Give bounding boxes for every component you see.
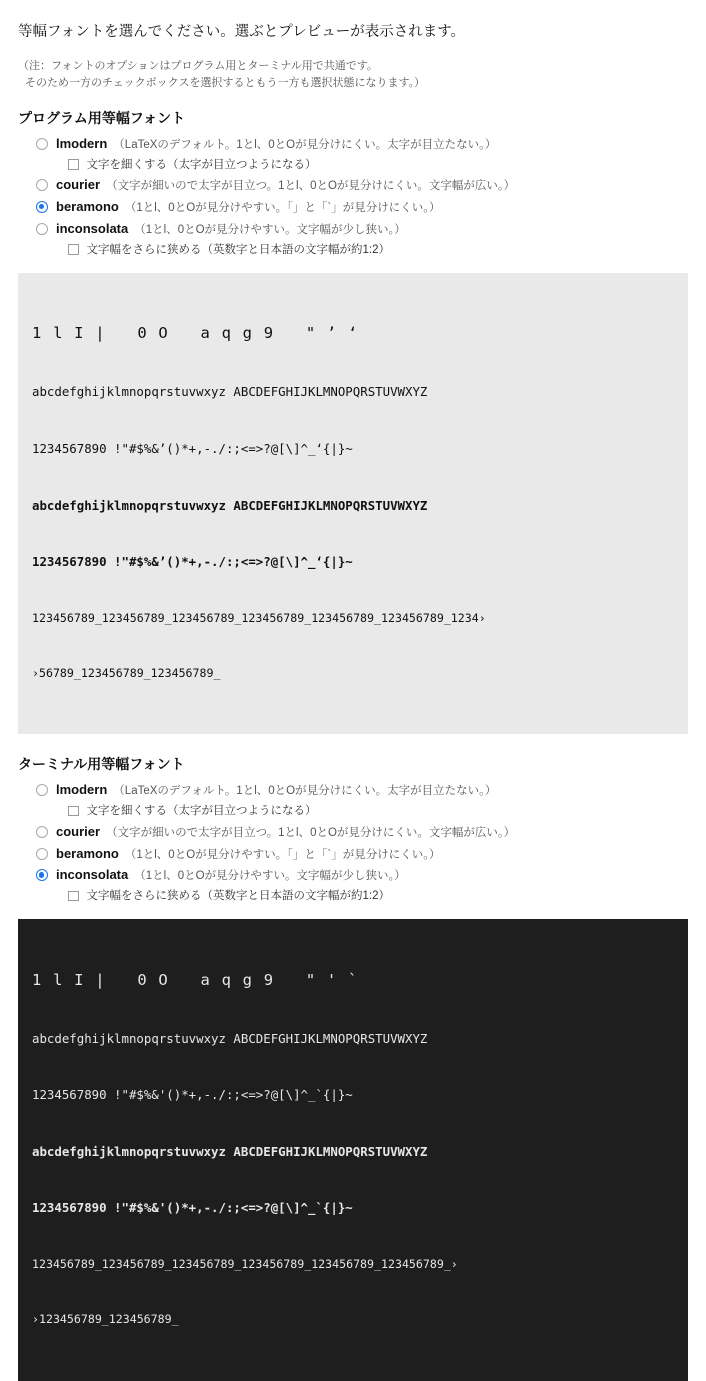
- radio-icon[interactable]: [36, 201, 48, 213]
- section-title-program: プログラム用等幅フォント: [18, 109, 186, 126]
- checkbox-icon[interactable]: [68, 159, 79, 170]
- checkbox-option-narrow-terminal[interactable]: [68, 888, 688, 905]
- option-description: （LaTeXのデフォルト。1とl、0とOが見分けにくい。太字が目立たない。）: [113, 785, 497, 798]
- preview-line: 1234567890 !"#$%&’()*+,-./:;<=>?@[\]^_‘{|}~: [32, 554, 353, 570]
- radio-option-courier-terminal[interactable]: [36, 823, 688, 842]
- preview-line: 123456789_123456789_123456789_123456789_123456789_123456789_›: [32, 1256, 458, 1271]
- checkbox-option-narrow-program[interactable]: [68, 242, 688, 259]
- checkbox-icon[interactable]: [68, 244, 79, 255]
- preview-line: 1 l I | 0 O a q g 9 " ’ ‘: [32, 324, 359, 343]
- option-description: （LaTeXのデフォルト。1とl、0とOが見分けにくい。太字が目立たない。）: [113, 138, 497, 151]
- page-intro: 等幅フォントを選んでください。選ぶとプレビューが表示されます。: [18, 24, 466, 40]
- option-description: （1とl、0とOが見分けやすい。文字幅が少し狭い。）: [134, 224, 406, 237]
- option-label: beramono: [56, 199, 119, 215]
- checkbox-label: 文字幅をさらに狭める（英数字と日本語の文字幅が約1:2）: [86, 890, 390, 903]
- preview-line: abcdefghijklmnopqrstuvwxyz ABCDEFGHIJKLMNOPQRSTUVWXYZ: [32, 1143, 428, 1159]
- checkbox-label: 文字を細くする（太字が目立つようになる）: [86, 158, 317, 171]
- radio-option-beramono-terminal[interactable]: [36, 845, 688, 864]
- preview-line: abcdefghijklmnopqrstuvwxyz ABCDEFGHIJKLMNOPQRSTUVWXYZ: [32, 497, 428, 513]
- preview-line: 1234567890 !"#$%&'()*+,-./:;<=>?@[\]^_`{|}~: [32, 1087, 353, 1103]
- radio-option-beramono-program[interactable]: [36, 198, 688, 217]
- option-label: inconsolata: [56, 867, 129, 883]
- preview-line: 1234567890 !"#$%&'()*+,-./:;<=>?@[\]^_`{|}~: [32, 1200, 353, 1216]
- option-description: （文字が細いので太字が目立つ。1とl、0とOが見分けにくい。文字幅が広い。）: [106, 826, 516, 839]
- radio-option-inconsolata-program[interactable]: [36, 220, 688, 239]
- checkbox-label: 文字幅をさらに狭める（英数字と日本語の文字幅が約1:2）: [86, 243, 390, 256]
- option-description: （1とl、0とOが見分けやすい。「」と「`」が見分けにくい。）: [124, 848, 441, 861]
- radio-option-lmodern-program[interactable]: [36, 135, 688, 154]
- radio-icon[interactable]: [36, 848, 48, 860]
- option-label: inconsolata: [56, 221, 129, 237]
- radio-icon[interactable]: [36, 869, 48, 881]
- option-group-program: [36, 135, 688, 259]
- radio-icon[interactable]: [36, 784, 48, 796]
- radio-option-inconsolata-terminal[interactable]: [36, 866, 688, 885]
- preview-line: abcdefghijklmnopqrstuvwxyz ABCDEFGHIJKLMNOPQRSTUVWXYZ: [32, 384, 428, 400]
- note-block: [18, 58, 688, 92]
- radio-option-courier-program[interactable]: [36, 176, 688, 195]
- radio-icon[interactable]: [36, 138, 48, 150]
- radio-icon[interactable]: [36, 179, 48, 191]
- preview-line: ›123456789_123456789_: [32, 1312, 179, 1327]
- preview-line: ›56789_123456789_123456789_: [32, 665, 221, 680]
- checkbox-label: 文字を細くする（太字が目立つようになる）: [86, 805, 317, 818]
- option-group-terminal: [36, 781, 688, 905]
- radio-icon[interactable]: [36, 826, 48, 838]
- option-label: lmodern: [56, 782, 108, 798]
- note-line-1: （注：フォントのオプションはプログラム用とターミナル用で共通です。: [18, 59, 378, 72]
- option-label: lmodern: [56, 135, 108, 151]
- preview-line: 1234567890 !"#$%&’()*+,-./:;<=>?@[\]^_‘{|}~: [32, 441, 353, 457]
- preview-line: 1 l I | 0 O a q g 9 " ' `: [32, 970, 359, 989]
- option-description: （1とl、0とOが見分けやすい。「」と「`」が見分けにくい。）: [124, 202, 441, 215]
- option-label: courier: [56, 823, 101, 839]
- checkbox-option-thin-program[interactable]: [68, 157, 688, 174]
- checkbox-icon[interactable]: [68, 806, 79, 817]
- option-description: （文字が細いので太字が目立つ。1とl、0とOが見分けにくい。文字幅が広い。）: [106, 180, 516, 193]
- note-line-2: そのため一方のチェックボックスを選択するともう一方も選択状態になります。）: [25, 76, 426, 89]
- preview-line: abcdefghijklmnopqrstuvwxyz ABCDEFGHIJKLMNOPQRSTUVWXYZ: [32, 1030, 428, 1046]
- section-title-terminal: ターミナル用等幅フォント: [18, 756, 185, 773]
- option-label: courier: [56, 177, 101, 193]
- radio-option-lmodern-terminal[interactable]: [36, 781, 688, 800]
- checkbox-icon[interactable]: [68, 891, 79, 902]
- radio-icon[interactable]: [36, 223, 48, 235]
- option-description: （1とl、0とOが見分けやすい。文字幅が少し狭い。）: [134, 870, 406, 883]
- checkbox-option-thin-terminal[interactable]: [68, 803, 688, 820]
- option-label: beramono: [56, 845, 119, 861]
- font-preview-terminal: [18, 919, 688, 1381]
- preview-line: 123456789_123456789_123456789_123456789_123456789_123456789_1234›: [32, 610, 486, 625]
- font-preview-program: [18, 273, 688, 735]
